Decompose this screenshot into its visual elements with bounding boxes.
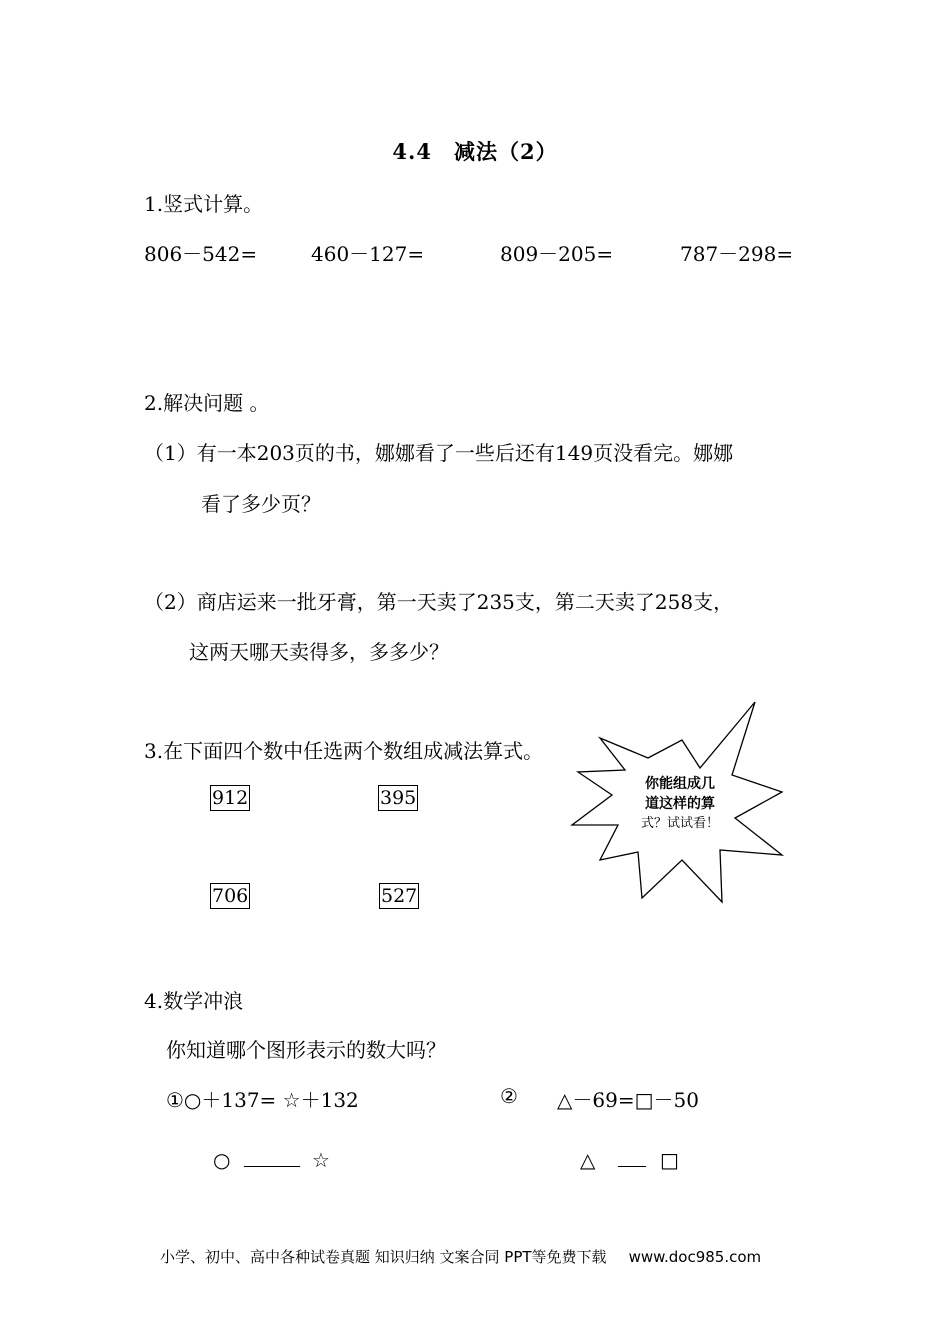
q1-expr-4: 787－298= — [680, 242, 794, 266]
comparison-blank-1[interactable] — [244, 1150, 300, 1167]
comparison-blank-2[interactable] — [618, 1150, 646, 1167]
q1-expr-1: 806－542= — [144, 242, 258, 266]
number-box: 912 — [212, 787, 249, 809]
number-box: 527 — [381, 885, 418, 907]
q4-equation-1: ①○＋137= ☆＋132 — [166, 1088, 359, 1112]
q4-equation-2-number: ② — [500, 1084, 518, 1108]
q2-problem-1-line-1: （1）有一本203页的书，娜娜看了一些后还有149页没看完。娜娜 — [144, 441, 734, 465]
q2-problem-2-line-2: 这两天哪天卖得多，多多少？ — [189, 640, 449, 664]
q2-problem-2-line-1: （2）商店运来一批牙膏，第一天卖了235支，第二天卖了258支， — [144, 590, 734, 614]
footer — [160, 1246, 761, 1267]
number-box: 395 — [380, 787, 417, 809]
q3-heading: 3.在下面四个数中任选两个数组成减法算式。 — [144, 739, 544, 763]
q1-expr-3: 809－205= — [500, 242, 614, 266]
q2-problem-1-line-2: 看了多少页？ — [201, 492, 321, 516]
number-box: 706 — [212, 885, 249, 907]
q1-expr-2: 460－127= — [311, 242, 425, 266]
triangle-symbol: △ — [580, 1148, 596, 1172]
q1-heading: 1.竖式计算。 — [144, 192, 264, 216]
bubble-line-3: 式？试试看！ — [640, 816, 719, 831]
speech-burst — [570, 700, 790, 905]
bubble-line-1: 你能组成几 — [645, 776, 715, 792]
footer-text: 小学、初中、高中各种试卷真题 知识归纳 文案合同 PPT等免费下载 — [160, 1248, 607, 1266]
q4-equation-2: △－69=□－50 — [557, 1088, 699, 1112]
q4-heading: 4.数学冲浪 — [144, 989, 244, 1013]
square-symbol: □ — [660, 1148, 679, 1172]
q4-question: 你知道哪个图形表示的数大吗？ — [166, 1038, 446, 1062]
circle-symbol: ○ — [213, 1148, 231, 1172]
footer-site[interactable]: www.doc985.com — [628, 1248, 762, 1266]
page-title: 4.4 减法（2） — [392, 139, 558, 164]
star-symbol: ☆ — [312, 1148, 330, 1172]
bubble-line-2: 道这样的算 — [645, 796, 715, 812]
q2-heading: 2.解决问题 。 — [144, 391, 270, 415]
